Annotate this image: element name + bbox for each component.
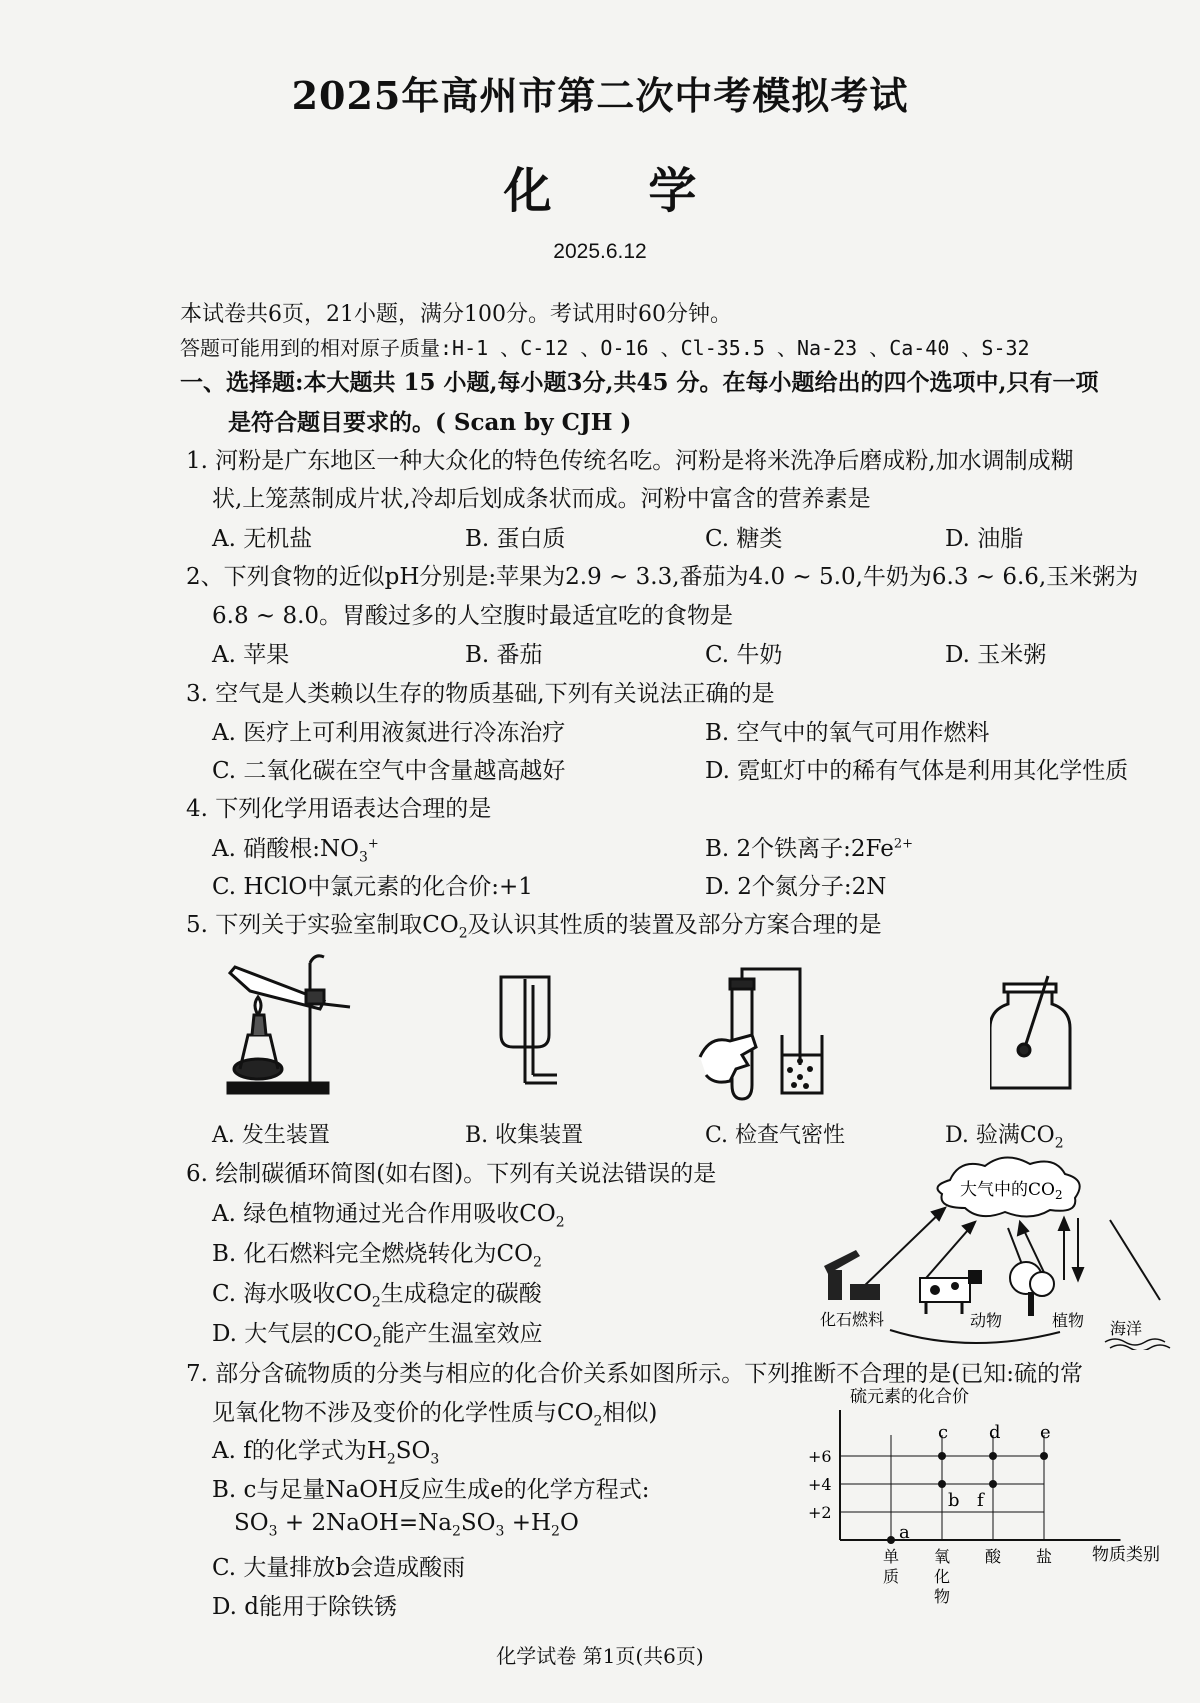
chart-category-label: 单质 xyxy=(883,1547,900,1586)
chart-point-label-c: c xyxy=(938,1422,949,1443)
q7-stem-2: 见氧化物不涉及变价的化学性质与$CO_2$相似) xyxy=(212,1400,658,1430)
q1-option-c: C. 糖类 xyxy=(705,526,783,552)
chart-category-label: 酸 xyxy=(985,1547,1002,1566)
ocean-waves-icon xyxy=(1105,1339,1170,1350)
section-heading: 一、选择题:本大题共 15 小题,每小题3分,共45 分。在每小题给出的四个选项中,只有一项 xyxy=(180,369,1099,396)
page-footer: 化学试卷 第1页(共6页) xyxy=(496,1644,704,1668)
q3-option-c: C. 二氧化碳在空气中含量越高越好 xyxy=(212,758,566,784)
chart-point-label-d: d xyxy=(989,1422,1001,1443)
q3-stem: 3. 空气是人类赖以生存的物质基础,下列有关说法正确的是 xyxy=(186,681,775,707)
q2-option-d: D. 玉米粥 xyxy=(945,642,1047,668)
q3-option-a: A. 医疗上可利用液氮进行冷冻治疗 xyxy=(212,720,566,746)
cloud-label: 大气中的$CO_2$ xyxy=(960,1180,1063,1202)
intro-line-1: 本试卷共6页，21小题，满分100分。考试用时60分钟。 xyxy=(180,302,732,327)
q1-stem-2: 状,上笼蒸制成片状,冷却后划成条状而成。河粉中富含的营养素是 xyxy=(212,486,871,512)
animal-label: 动物 xyxy=(970,1311,1003,1330)
q5-option-c: C. 检查气密性 xyxy=(705,1123,846,1148)
chart-point-f xyxy=(989,1480,997,1488)
q2-stem-2: 6.8 ~ 8.0。胃酸过多的人空腹时最适宜吃的食物是 xyxy=(212,603,734,629)
q7-option-b-equation: $SO_3$ + $2NaOH=Na_2SO_3 +H_2O$ xyxy=(234,1510,579,1540)
q4-option-c: C. HClO中氯元素的化合价:+1 xyxy=(212,874,533,900)
chart-ylabel: 硫元素的化合价 xyxy=(850,1387,969,1407)
q5-option-d: D. 验满$CO_2$ xyxy=(945,1123,1064,1152)
plant-label: 植物 xyxy=(1052,1311,1085,1330)
q2-option-a: A. 苹果 xyxy=(212,642,290,668)
chart-point-label-b: b xyxy=(948,1490,960,1511)
chart-y-tick-label: +4 xyxy=(808,1475,832,1494)
ocean-label: 海洋 xyxy=(1110,1319,1143,1338)
exam-date: 2025.6.12 xyxy=(553,240,647,263)
oil-pump-icon xyxy=(824,1250,880,1300)
chart-point-b xyxy=(938,1480,946,1488)
chart-category-label: 氧化物 xyxy=(934,1547,951,1606)
q3-option-b: B. 空气中的氧气可用作燃料 xyxy=(705,720,990,746)
chart-point-label-f: f xyxy=(977,1490,984,1511)
tree-icon xyxy=(1010,1262,1054,1316)
chart-point-label-a: a xyxy=(899,1522,910,1543)
carbon-cycle-diagram xyxy=(820,1150,1180,1350)
chart-point-c xyxy=(938,1452,946,1460)
chart-point-d xyxy=(989,1452,997,1460)
q1-option-d: D. 油脂 xyxy=(945,526,1024,552)
q6-option-c: C. 海水吸收$CO_2$生成稳定的碳酸 xyxy=(212,1281,542,1311)
q6-option-d: D. 大气层的$CO_2$能产生温室效应 xyxy=(212,1321,543,1351)
fossil-fuel-label: 化石燃料 xyxy=(820,1310,885,1329)
cow-icon xyxy=(920,1270,982,1314)
q4-option-d: D. 2个氮分子:2N xyxy=(705,874,887,900)
q4-stem: 4. 下列化学用语表达合理的是 xyxy=(186,796,492,822)
q4-option-b: B. 2个铁离子$:2Fe^{2+}$ xyxy=(705,836,914,862)
collection-apparatus-figure xyxy=(495,975,565,1095)
exam-title: 2025年高州市第二次中考模拟考试 xyxy=(291,73,909,118)
generation-apparatus-figure xyxy=(220,945,370,1095)
airtightness-check-figure xyxy=(690,965,840,1115)
chart-y-tick-label: +6 xyxy=(808,1447,832,1466)
sulfur-valence-chart xyxy=(800,1380,1180,1610)
chart-category-label: 盐 xyxy=(1036,1547,1053,1566)
q6-option-b: B. 化石燃料完全燃烧转化为$CO_2$ xyxy=(212,1241,542,1271)
chart-point-e xyxy=(1040,1452,1048,1460)
co2-full-check-figure xyxy=(990,970,1090,1090)
q6-stem: 6. 绘制碳循环简图(如右图)。下列有关说法错误的是 xyxy=(186,1161,717,1187)
q7-option-c: C. 大量排放b会造成酸雨 xyxy=(212,1555,466,1581)
section-heading-2: 是符合题目要求的。( Scan by CJH ) xyxy=(228,409,632,436)
q2-stem-1: 2、下列食物的近似pH分别是:苹果为2.9 ~ 3.3,番茄为4.0 ~ 5.0,牛奶为6.3 ~ 6.6,玉米粥为 xyxy=(186,564,1139,590)
chart-y-tick-label: +2 xyxy=(808,1503,832,1522)
q2-option-b: B. 番茄 xyxy=(465,642,543,668)
q7-option-d: D. d能用于除铁锈 xyxy=(212,1594,397,1620)
q1-stem-1: 1. 河粉是广东地区一种大众化的特色传统名吃。河粉是将米洗净后磨成粉,加水调制成糊 xyxy=(186,448,1074,474)
q7-option-a: A. f的化学式为$H_2SO_3$ xyxy=(212,1438,440,1468)
q6-option-a: A. 绿色植物通过光合作用吸收$CO_2$ xyxy=(212,1201,565,1231)
q1-option-a: A. 无机盐 xyxy=(212,526,313,552)
intro-line-2: 答题可能用到的相对原子质量:H-1 、C-12 、O-16 、Cl-35.5 、Na-23 、Ca-40 、S-32 xyxy=(180,336,1030,360)
subject-title: 化 学 xyxy=(503,163,737,219)
q5-stem: 5. 下列关于实验室制取$CO_2$及认识其性质的装置及部分方案合理的是 xyxy=(186,912,882,942)
q1-option-b: B. 蛋白质 xyxy=(465,526,566,552)
q5-option-b: B. 收集装置 xyxy=(465,1123,584,1148)
chart-xlabel: 物质类别 xyxy=(1092,1545,1160,1565)
q4-option-a: A. 硝酸根$:NO_3^+$ xyxy=(212,836,379,866)
q7-stem-1: 7. 部分含硫物质的分类与相应的化合价关系如图所示。下列推断不合理的是(已知:硫的常 xyxy=(186,1361,1083,1387)
chart-point-a xyxy=(887,1536,895,1544)
q3-option-d: D. 霓虹灯中的稀有气体是利用其化学性质 xyxy=(705,758,1129,784)
q5-option-a: A. 发生装置 xyxy=(212,1123,330,1148)
q2-option-c: C. 牛奶 xyxy=(705,642,783,668)
chart-point-label-e: e xyxy=(1040,1422,1051,1443)
q7-option-b: B. c与足量NaOH反应生成e的化学方程式: xyxy=(212,1477,650,1503)
